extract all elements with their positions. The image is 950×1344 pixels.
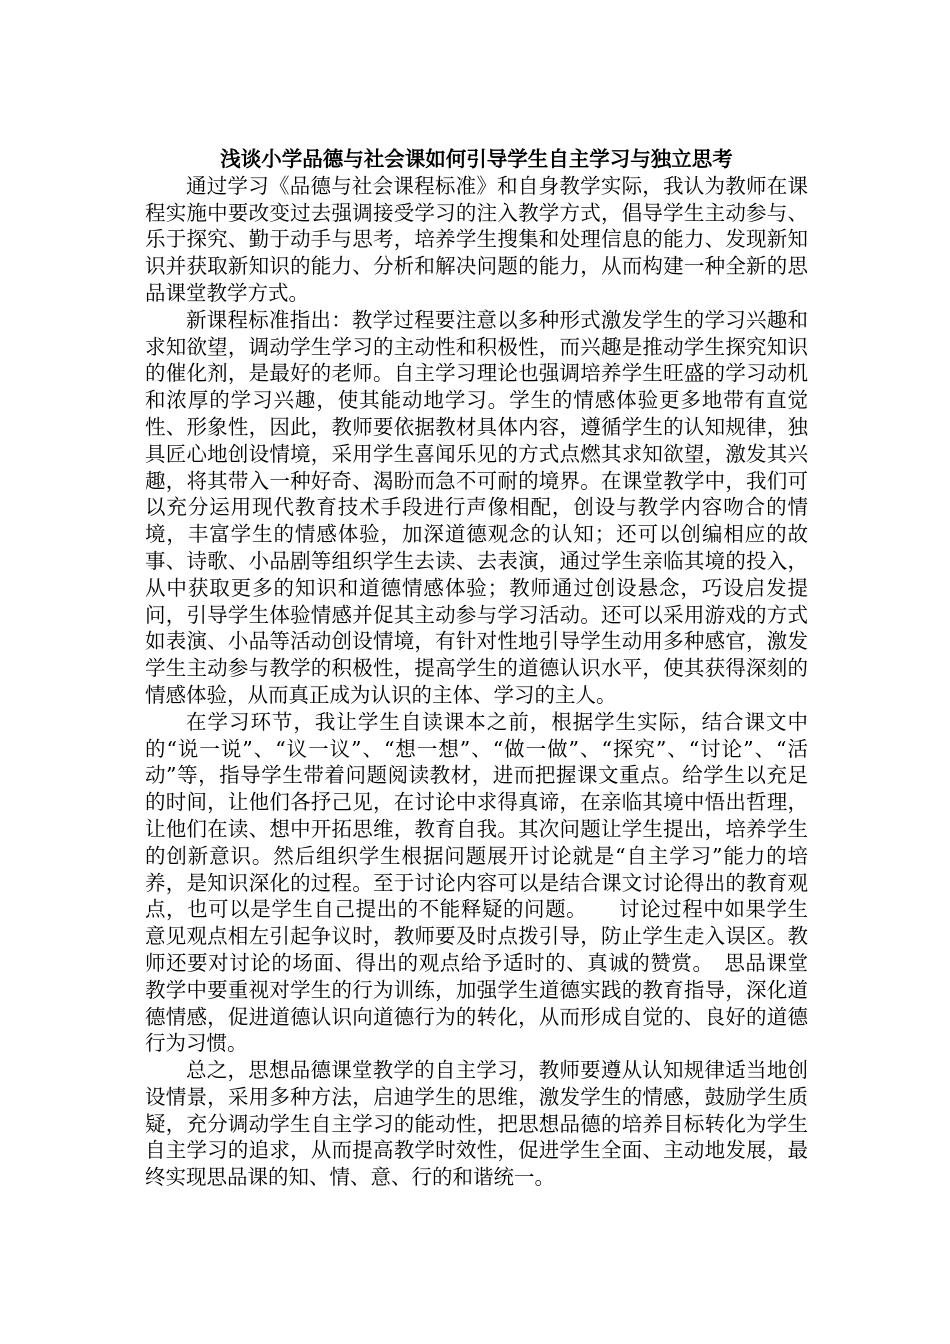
document-body <box>145 146 808 1191</box>
paragraph-conclusion: 总之，思想品德课堂教学的自主学习，教师要遵从认知规律适当地创设情景，采用多种方法，启迪学生的思维，激发学生的情感，鼓励学生质疑，充分调动学生自主学习的能动性，把思想品德的培养目标转化为学生自主学习的追求，从而提高教学时效性，促进学生全面、主动地发展，最终实现思品课的知、情、意、行的和谐统一。 <box>145 1058 808 1190</box>
paragraph-intro: 通过学习《品德与社会课程标准》和自身教学实际，我认为教师在课程实施中要改变过去强调接受学习的注入教学方式，倡导学生主动参与、乐于探究、勤于动手与思考，培养学生搜集和处理信息的能力、发现新知识并获取新知识的能力、分析和解决问题的能力，从而构建一种全新的思品课堂教学方式。 <box>145 173 808 305</box>
paragraph-learning-stage: 在学习环节，我让学生自读课本之前，根据学生实际，结合课文中的“说一说”、“议一议”、“想一想”、“做一做”、“探究”、“讨论”、“活动”等，指导学生带着问题阅读教材，进而把握课文重点。给学生以充足的时间，让他们各抒己见，在讨论中求得真谛，在亲临其境中悟出哲理，让他们在读、想中开拓思维，教育自我。其次问题让学生提出，培养学生的创新意识。然后组织学生根据问题展开讨论就是“自主学习”能力的培养，是知识深化的过程。至于讨论内容可以是结合课文讨论得出的教育观点，也可以是学生自己提出的不能释疑的问题。 讨论过程中如果学生意见观点相左引起争议时，教师要及时点拨引导，防止学生走入误区。教师还要对讨论的场面、得出的观点给予适时的、真诚的赞赏。 思品课堂教学中要重视对学生的行为训练，加强学生道德实践的教育指导，深化道德情感，促进道德认识向道德行为的转化，从而形成自觉的、良好的道德行为习惯。 <box>145 709 808 1056</box>
paragraph-curriculum-standard: 新课程标准指出：教学过程要注意以多种形式激发学生的学习兴趣和求知欲望，调动学生学习的主动性和积极性，而兴趣是推动学生探究知识的催化剂，是最好的老师。自主学习理论也强调培养学生旺盛的学习动机和浓厚的学习兴趣，使其能动地学习。学生的情感体验更多地带有直觉性、形象性，因此，教师要依据教材具体内容，遵循学生的认知规律，独具匠心地创设情境，采用学生喜闻乐见的方式点燃其求知欲望，激发其兴趣，将其带入一种好奇、渴盼而急不可耐的境界。在课堂教学中，我们可以充分运用现代教育技术手段进行声像相配，创设与教学内容吻合的情境，丰富学生的情感体验，加深道德观念的认知；还可以创编相应的故事、诗歌、小品剧等组织学生去读、去表演，通过学生亲临其境的投入，从中获取更多的知识和道德情感体验；教师通过创设悬念，巧设启发提问，引导学生体验情感并促其主动参与学习活动。还可以采用游戏的方式如表演、小品等活动创设情境，有针对性地引导学生动用多种感官，激发学生主动参与教学的积极性，提高学生的道德认识水平，使其获得深刻的情感体验，从而真正成为认识的主体、学习的主人。 <box>145 307 808 707</box>
document-title: 浅谈小学品德与社会课如何引导学生自主学习与独立思考 <box>220 147 733 171</box>
